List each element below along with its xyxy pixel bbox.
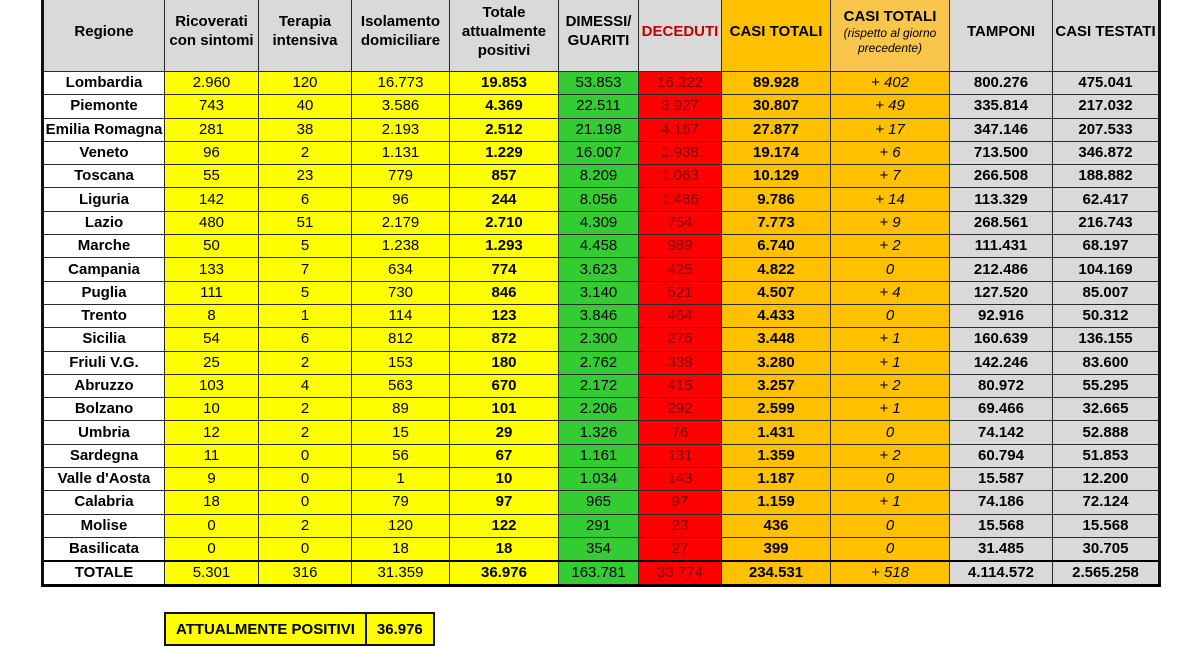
- cell-casi-totali: 4.433: [722, 304, 831, 327]
- table-row: [43, 421, 1160, 444]
- cell-ricoverati: 111: [165, 281, 259, 304]
- cell-deceduti: 989: [639, 235, 722, 258]
- cell-positivi: 19.853: [450, 72, 559, 95]
- cell-ricoverati: 0: [165, 537, 259, 561]
- cell-isolamento: 18: [352, 537, 450, 561]
- cell-terapia: 2: [259, 141, 352, 164]
- cell-positivi: 67: [450, 444, 559, 467]
- header-dimessi: DIMESSI/ GUARITI: [559, 0, 639, 72]
- cell-terapia: 4: [259, 374, 352, 397]
- cell-casi-totali-delta: 0: [831, 421, 950, 444]
- cell-ricoverati: 281: [165, 118, 259, 141]
- table-row: [43, 398, 1160, 421]
- cell-region: Lombardia: [43, 72, 165, 95]
- cell-casi-testati: 62.417: [1053, 188, 1160, 211]
- cell-casi-totali: 30.807: [722, 95, 831, 118]
- cell-deceduti: 1.938: [639, 141, 722, 164]
- cell-isolamento: 89: [352, 398, 450, 421]
- cell-tamponi: 127.520: [950, 281, 1053, 304]
- cell-deceduti: 4.167: [639, 118, 722, 141]
- cell-positivi: 10: [450, 468, 559, 491]
- cell-ricoverati: 9: [165, 468, 259, 491]
- cell-casi-testati: 83.600: [1053, 351, 1160, 374]
- cell-ricoverati: 11: [165, 444, 259, 467]
- cell-terapia: 1: [259, 304, 352, 327]
- cell-casi-totali-delta: + 6: [831, 141, 950, 164]
- cell-tamponi: 74.142: [950, 421, 1053, 444]
- cell-casi-testati: 15.568: [1053, 514, 1160, 537]
- cell-terapia: 6: [259, 188, 352, 211]
- cell-isolamento: 1.131: [352, 141, 450, 164]
- cell-region: Veneto: [43, 141, 165, 164]
- cell-ricoverati: 103: [165, 374, 259, 397]
- cell-casi-totali: 1.431: [722, 421, 831, 444]
- cell-casi-totali: 3.257: [722, 374, 831, 397]
- cell-deceduti: 754: [639, 211, 722, 234]
- header-positivi: Totale attualmente positivi: [450, 0, 559, 72]
- table-row: [43, 328, 1160, 351]
- cell-deceduti: 97: [639, 491, 722, 514]
- header-row: [43, 0, 1160, 72]
- header-casi-totali-delta: [831, 0, 950, 72]
- cell-deceduti: 76: [639, 421, 722, 444]
- cell-casi-testati: 55.295: [1053, 374, 1160, 397]
- cell-casi-testati: 52.888: [1053, 421, 1160, 444]
- cell-terapia: 6: [259, 328, 352, 351]
- cell-casi-totali-delta: + 9: [831, 211, 950, 234]
- table-row: [43, 165, 1160, 188]
- cell-casi-totali: 7.773: [722, 211, 831, 234]
- cell-casi-totali: 1.359: [722, 444, 831, 467]
- cell-casi-totali-delta: 0: [831, 537, 950, 561]
- cell-dimessi: 2.300: [559, 328, 639, 351]
- cell-deceduti: 425: [639, 258, 722, 281]
- cell-casi-testati: 475.041: [1053, 72, 1160, 95]
- cell-terapia: 2: [259, 514, 352, 537]
- cell-dimessi: 3.846: [559, 304, 639, 327]
- cell-region: Trento: [43, 304, 165, 327]
- table-row: [43, 211, 1160, 234]
- table-row: [43, 491, 1160, 514]
- cell-isolamento: 114: [352, 304, 450, 327]
- cell-dimessi: 3.623: [559, 258, 639, 281]
- cell-positivi: 18: [450, 537, 559, 561]
- cell-casi-testati: 85.007: [1053, 281, 1160, 304]
- cell-positivi: 122: [450, 514, 559, 537]
- cell-tamponi: 111.431: [950, 235, 1053, 258]
- cell-casi-totali: 1.187: [722, 468, 831, 491]
- cell-casi-testati: 217.032: [1053, 95, 1160, 118]
- cell-deceduti: 143: [639, 468, 722, 491]
- table-row: [43, 468, 1160, 491]
- cell-ricoverati: 142: [165, 188, 259, 211]
- cell-region: Puglia: [43, 281, 165, 304]
- cell-casi-testati: 346.872: [1053, 141, 1160, 164]
- cell-casi-totali-delta: + 2: [831, 444, 950, 467]
- cell-isolamento: 2.179: [352, 211, 450, 234]
- cell-deceduti: 1.486: [639, 188, 722, 211]
- covid-regions-table: [41, 0, 1161, 587]
- cell-positivi: 180: [450, 351, 559, 374]
- cell-ricoverati: 0: [165, 514, 259, 537]
- cell-casi-totali: 436: [722, 514, 831, 537]
- cell-ricoverati: 50: [165, 235, 259, 258]
- table-row: [43, 188, 1160, 211]
- cell-ricoverati: 133: [165, 258, 259, 281]
- table-row: [43, 141, 1160, 164]
- cell-isolamento: 1: [352, 468, 450, 491]
- cell-ricoverati: 25: [165, 351, 259, 374]
- cell-terapia: 120: [259, 72, 352, 95]
- cell-isolamento: 153: [352, 351, 450, 374]
- table-row: [43, 304, 1160, 327]
- cell-region: Marche: [43, 235, 165, 258]
- cell-isolamento: 16.773: [352, 72, 450, 95]
- table-row: [43, 235, 1160, 258]
- header-region: Regione: [43, 0, 165, 72]
- cell-casi-totali-delta: 0: [831, 304, 950, 327]
- cell-casi-totali: 27.877: [722, 118, 831, 141]
- cell-isolamento: 779: [352, 165, 450, 188]
- cell-isolamento: 15: [352, 421, 450, 444]
- cell-dimessi: 8.209: [559, 165, 639, 188]
- cell-region: Campania: [43, 258, 165, 281]
- cell-casi-totali-delta: + 49: [831, 95, 950, 118]
- cell-region: Liguria: [43, 188, 165, 211]
- header-deceduti: DECEDUTI: [639, 0, 722, 72]
- cell-tamponi: 69.466: [950, 398, 1053, 421]
- summary-label: ATTUALMENTE POSITIVI: [165, 613, 366, 645]
- cell-dimessi: 4.458: [559, 235, 639, 258]
- total-row: [43, 561, 1160, 586]
- cell-casi-totali-delta: + 2: [831, 235, 950, 258]
- cell-casi-testati: 216.743: [1053, 211, 1160, 234]
- cell-positivi: 29: [450, 421, 559, 444]
- cell-casi-totali: 9.786: [722, 188, 831, 211]
- cell-positivi: 670: [450, 374, 559, 397]
- cell-region: Calabria: [43, 491, 165, 514]
- cell-casi-totali-delta: + 17: [831, 118, 950, 141]
- cell-positivi: 1.229: [450, 141, 559, 164]
- cell-positivi: 97: [450, 491, 559, 514]
- cell-tamponi: 80.972: [950, 374, 1053, 397]
- cell-tamponi: 113.329: [950, 188, 1053, 211]
- cell-terapia: 5: [259, 281, 352, 304]
- header-casi-totali: CASI TOTALI: [722, 0, 831, 72]
- cell-tamponi: 31.485: [950, 537, 1053, 561]
- cell-terapia: 0: [259, 491, 352, 514]
- cell-ricoverati: 18: [165, 491, 259, 514]
- cell-casi-totali-delta: + 1: [831, 351, 950, 374]
- cell-terapia: 51: [259, 211, 352, 234]
- cell-casi-totali: 4.507: [722, 281, 831, 304]
- cell-region: Molise: [43, 514, 165, 537]
- cell-region: Basilicata: [43, 537, 165, 561]
- cell-casi-totali-delta: + 402: [831, 72, 950, 95]
- cell-isolamento: 730: [352, 281, 450, 304]
- cell-region: Abruzzo: [43, 374, 165, 397]
- cell-dimessi: 1.326: [559, 421, 639, 444]
- cell-region: Toscana: [43, 165, 165, 188]
- cell-casi-totali-delta: 0: [831, 468, 950, 491]
- table-row: [43, 514, 1160, 537]
- cell-ricoverati: 480: [165, 211, 259, 234]
- header-tamponi: TAMPONI: [950, 0, 1053, 72]
- cell-casi-totali: 89.928: [722, 72, 831, 95]
- cell-casi-totali-delta: + 1: [831, 491, 950, 514]
- cell-casi-totali-delta: + 4: [831, 281, 950, 304]
- cell-dimessi: 354: [559, 537, 639, 561]
- table-row: [43, 537, 1160, 561]
- cell-casi-totali-delta: 0: [831, 514, 950, 537]
- cell-isolamento: 79: [352, 491, 450, 514]
- cell-dimessi: 2.172: [559, 374, 639, 397]
- cell-casi-totali-delta: + 1: [831, 328, 950, 351]
- summary-value: 36.976: [366, 613, 434, 645]
- table-row: [43, 95, 1160, 118]
- cell-casi-testati: 2.565.258: [1053, 561, 1160, 586]
- cell-positivi: 2.710: [450, 211, 559, 234]
- cell-isolamento: 31.359: [352, 561, 450, 586]
- cell-dimessi: 965: [559, 491, 639, 514]
- cell-terapia: 0: [259, 444, 352, 467]
- cell-terapia: 2: [259, 351, 352, 374]
- cell-dimessi: 163.781: [559, 561, 639, 586]
- cell-deceduti: 415: [639, 374, 722, 397]
- cell-positivi: 872: [450, 328, 559, 351]
- cell-positivi: 1.293: [450, 235, 559, 258]
- cell-casi-totali: 6.740: [722, 235, 831, 258]
- cell-casi-testati: 50.312: [1053, 304, 1160, 327]
- table-row: [43, 374, 1160, 397]
- cell-tamponi: 15.568: [950, 514, 1053, 537]
- cell-tamponi: 800.276: [950, 72, 1053, 95]
- cell-casi-testati: 32.665: [1053, 398, 1160, 421]
- cell-isolamento: 3.586: [352, 95, 450, 118]
- cell-dimessi: 1.034: [559, 468, 639, 491]
- cell-casi-totali-delta: + 14: [831, 188, 950, 211]
- cell-terapia: 2: [259, 398, 352, 421]
- cell-tamponi: 335.814: [950, 95, 1053, 118]
- cell-isolamento: 120: [352, 514, 450, 537]
- cell-dimessi: 2.206: [559, 398, 639, 421]
- cell-casi-testati: 207.533: [1053, 118, 1160, 141]
- cell-terapia: 0: [259, 468, 352, 491]
- cell-casi-totali: 3.448: [722, 328, 831, 351]
- cell-ricoverati: 743: [165, 95, 259, 118]
- cell-positivi: 774: [450, 258, 559, 281]
- cell-positivi: 123: [450, 304, 559, 327]
- cell-dimessi: 1.161: [559, 444, 639, 467]
- cell-dimessi: 22.511: [559, 95, 639, 118]
- cell-isolamento: 563: [352, 374, 450, 397]
- header-casi-totali-delta-sub: (rispetto al giorno precedente): [843, 25, 937, 55]
- cell-positivi: 4.369: [450, 95, 559, 118]
- cell-tamponi: 15.587: [950, 468, 1053, 491]
- cell-region: Valle d'Aosta: [43, 468, 165, 491]
- header-terapia: Terapia intensiva: [259, 0, 352, 72]
- cell-terapia: 316: [259, 561, 352, 586]
- header-ricoverati: Ricoverati con sintomi: [165, 0, 259, 72]
- cell-terapia: 0: [259, 537, 352, 561]
- cell-terapia: 5: [259, 235, 352, 258]
- cell-region: Umbria: [43, 421, 165, 444]
- cell-terapia: 38: [259, 118, 352, 141]
- cell-dimessi: 53.853: [559, 72, 639, 95]
- cell-tamponi: 92.916: [950, 304, 1053, 327]
- cell-tamponi: 142.246: [950, 351, 1053, 374]
- cell-deceduti: 16.222: [639, 72, 722, 95]
- cell-tamponi: 266.508: [950, 165, 1053, 188]
- cell-dimessi: 2.762: [559, 351, 639, 374]
- cell-deceduti: 521: [639, 281, 722, 304]
- cell-isolamento: 96: [352, 188, 450, 211]
- cell-casi-totali-delta: + 518: [831, 561, 950, 586]
- table-row: [43, 281, 1160, 304]
- header-casi-testati: CASI TESTATI: [1053, 0, 1160, 72]
- cell-isolamento: 634: [352, 258, 450, 281]
- cell-casi-totali: 10.129: [722, 165, 831, 188]
- table-row: [43, 351, 1160, 374]
- cell-dimessi: 21.198: [559, 118, 639, 141]
- cell-deceduti: 27: [639, 537, 722, 561]
- cell-isolamento: 56: [352, 444, 450, 467]
- cell-positivi: 244: [450, 188, 559, 211]
- cell-ricoverati: 55: [165, 165, 259, 188]
- cell-isolamento: 2.193: [352, 118, 450, 141]
- table-row: [43, 444, 1160, 467]
- cell-deceduti: 33.774: [639, 561, 722, 586]
- cell-ricoverati: 2.960: [165, 72, 259, 95]
- cell-ricoverati: 8: [165, 304, 259, 327]
- cell-casi-totali: 19.174: [722, 141, 831, 164]
- cell-terapia: 7: [259, 258, 352, 281]
- cell-deceduti: 292: [639, 398, 722, 421]
- cell-region: Piemonte: [43, 95, 165, 118]
- cell-casi-testati: 68.197: [1053, 235, 1160, 258]
- cell-tamponi: 4.114.572: [950, 561, 1053, 586]
- cell-ricoverati: 12: [165, 421, 259, 444]
- cell-positivi: 2.512: [450, 118, 559, 141]
- cell-tamponi: 212.486: [950, 258, 1053, 281]
- cell-tamponi: 347.146: [950, 118, 1053, 141]
- cell-region: Sicilia: [43, 328, 165, 351]
- cell-casi-testati: 51.853: [1053, 444, 1160, 467]
- header-casi-totali-delta-title: CASI TOTALI: [843, 7, 937, 25]
- cell-casi-totali: 1.159: [722, 491, 831, 514]
- cell-casi-totali: 4.822: [722, 258, 831, 281]
- table-row: [43, 118, 1160, 141]
- cell-terapia: 23: [259, 165, 352, 188]
- cell-casi-totali: 3.280: [722, 351, 831, 374]
- cell-casi-totali-delta: + 2: [831, 374, 950, 397]
- cell-tamponi: 713.500: [950, 141, 1053, 164]
- cell-casi-testati: 136.155: [1053, 328, 1160, 351]
- cell-region: Lazio: [43, 211, 165, 234]
- cell-ricoverati: 10: [165, 398, 259, 421]
- table-row: [43, 72, 1160, 95]
- cell-casi-totali: 234.531: [722, 561, 831, 586]
- cell-ricoverati: 54: [165, 328, 259, 351]
- cell-casi-testati: 30.705: [1053, 537, 1160, 561]
- cell-tamponi: 74.186: [950, 491, 1053, 514]
- cell-dimessi: 3.140: [559, 281, 639, 304]
- cell-ricoverati: 5.301: [165, 561, 259, 586]
- cell-casi-totali: 399: [722, 537, 831, 561]
- cell-region: Bolzano: [43, 398, 165, 421]
- cell-region: Friuli V.G.: [43, 351, 165, 374]
- cell-casi-totali-delta: + 7: [831, 165, 950, 188]
- cell-ricoverati: 96: [165, 141, 259, 164]
- table-body: [43, 72, 1160, 586]
- cell-deceduti: 131: [639, 444, 722, 467]
- cell-terapia: 40: [259, 95, 352, 118]
- summary-box: [164, 612, 435, 646]
- cell-isolamento: 1.238: [352, 235, 450, 258]
- cell-positivi: 846: [450, 281, 559, 304]
- cell-casi-totali-delta: 0: [831, 258, 950, 281]
- cell-isolamento: 812: [352, 328, 450, 351]
- cell-region: Emilia Romagna: [43, 118, 165, 141]
- cell-dimessi: 4.309: [559, 211, 639, 234]
- cell-dimessi: 291: [559, 514, 639, 537]
- cell-positivi: 36.976: [450, 561, 559, 586]
- cell-casi-testati: 188.882: [1053, 165, 1160, 188]
- cell-deceduti: 464: [639, 304, 722, 327]
- cell-positivi: 101: [450, 398, 559, 421]
- cell-deceduti: 1.063: [639, 165, 722, 188]
- cell-terapia: 2: [259, 421, 352, 444]
- cell-positivi: 857: [450, 165, 559, 188]
- cell-casi-totali-delta: + 1: [831, 398, 950, 421]
- header-isolamento: Isolamento domiciliare: [352, 0, 450, 72]
- cell-casi-testati: 72.124: [1053, 491, 1160, 514]
- cell-deceduti: 23: [639, 514, 722, 537]
- cell-dimessi: 8.056: [559, 188, 639, 211]
- cell-tamponi: 60.794: [950, 444, 1053, 467]
- cell-casi-totali: 2.599: [722, 398, 831, 421]
- cell-casi-testati: 12.200: [1053, 468, 1160, 491]
- cell-deceduti: 276: [639, 328, 722, 351]
- cell-region: Sardegna: [43, 444, 165, 467]
- table-row: [43, 258, 1160, 281]
- cell-dimessi: 16.007: [559, 141, 639, 164]
- cell-casi-testati: 104.169: [1053, 258, 1160, 281]
- cell-region: TOTALE: [43, 561, 165, 586]
- cell-deceduti: 338: [639, 351, 722, 374]
- cell-tamponi: 268.561: [950, 211, 1053, 234]
- cell-tamponi: 160.639: [950, 328, 1053, 351]
- cell-deceduti: 3.927: [639, 95, 722, 118]
